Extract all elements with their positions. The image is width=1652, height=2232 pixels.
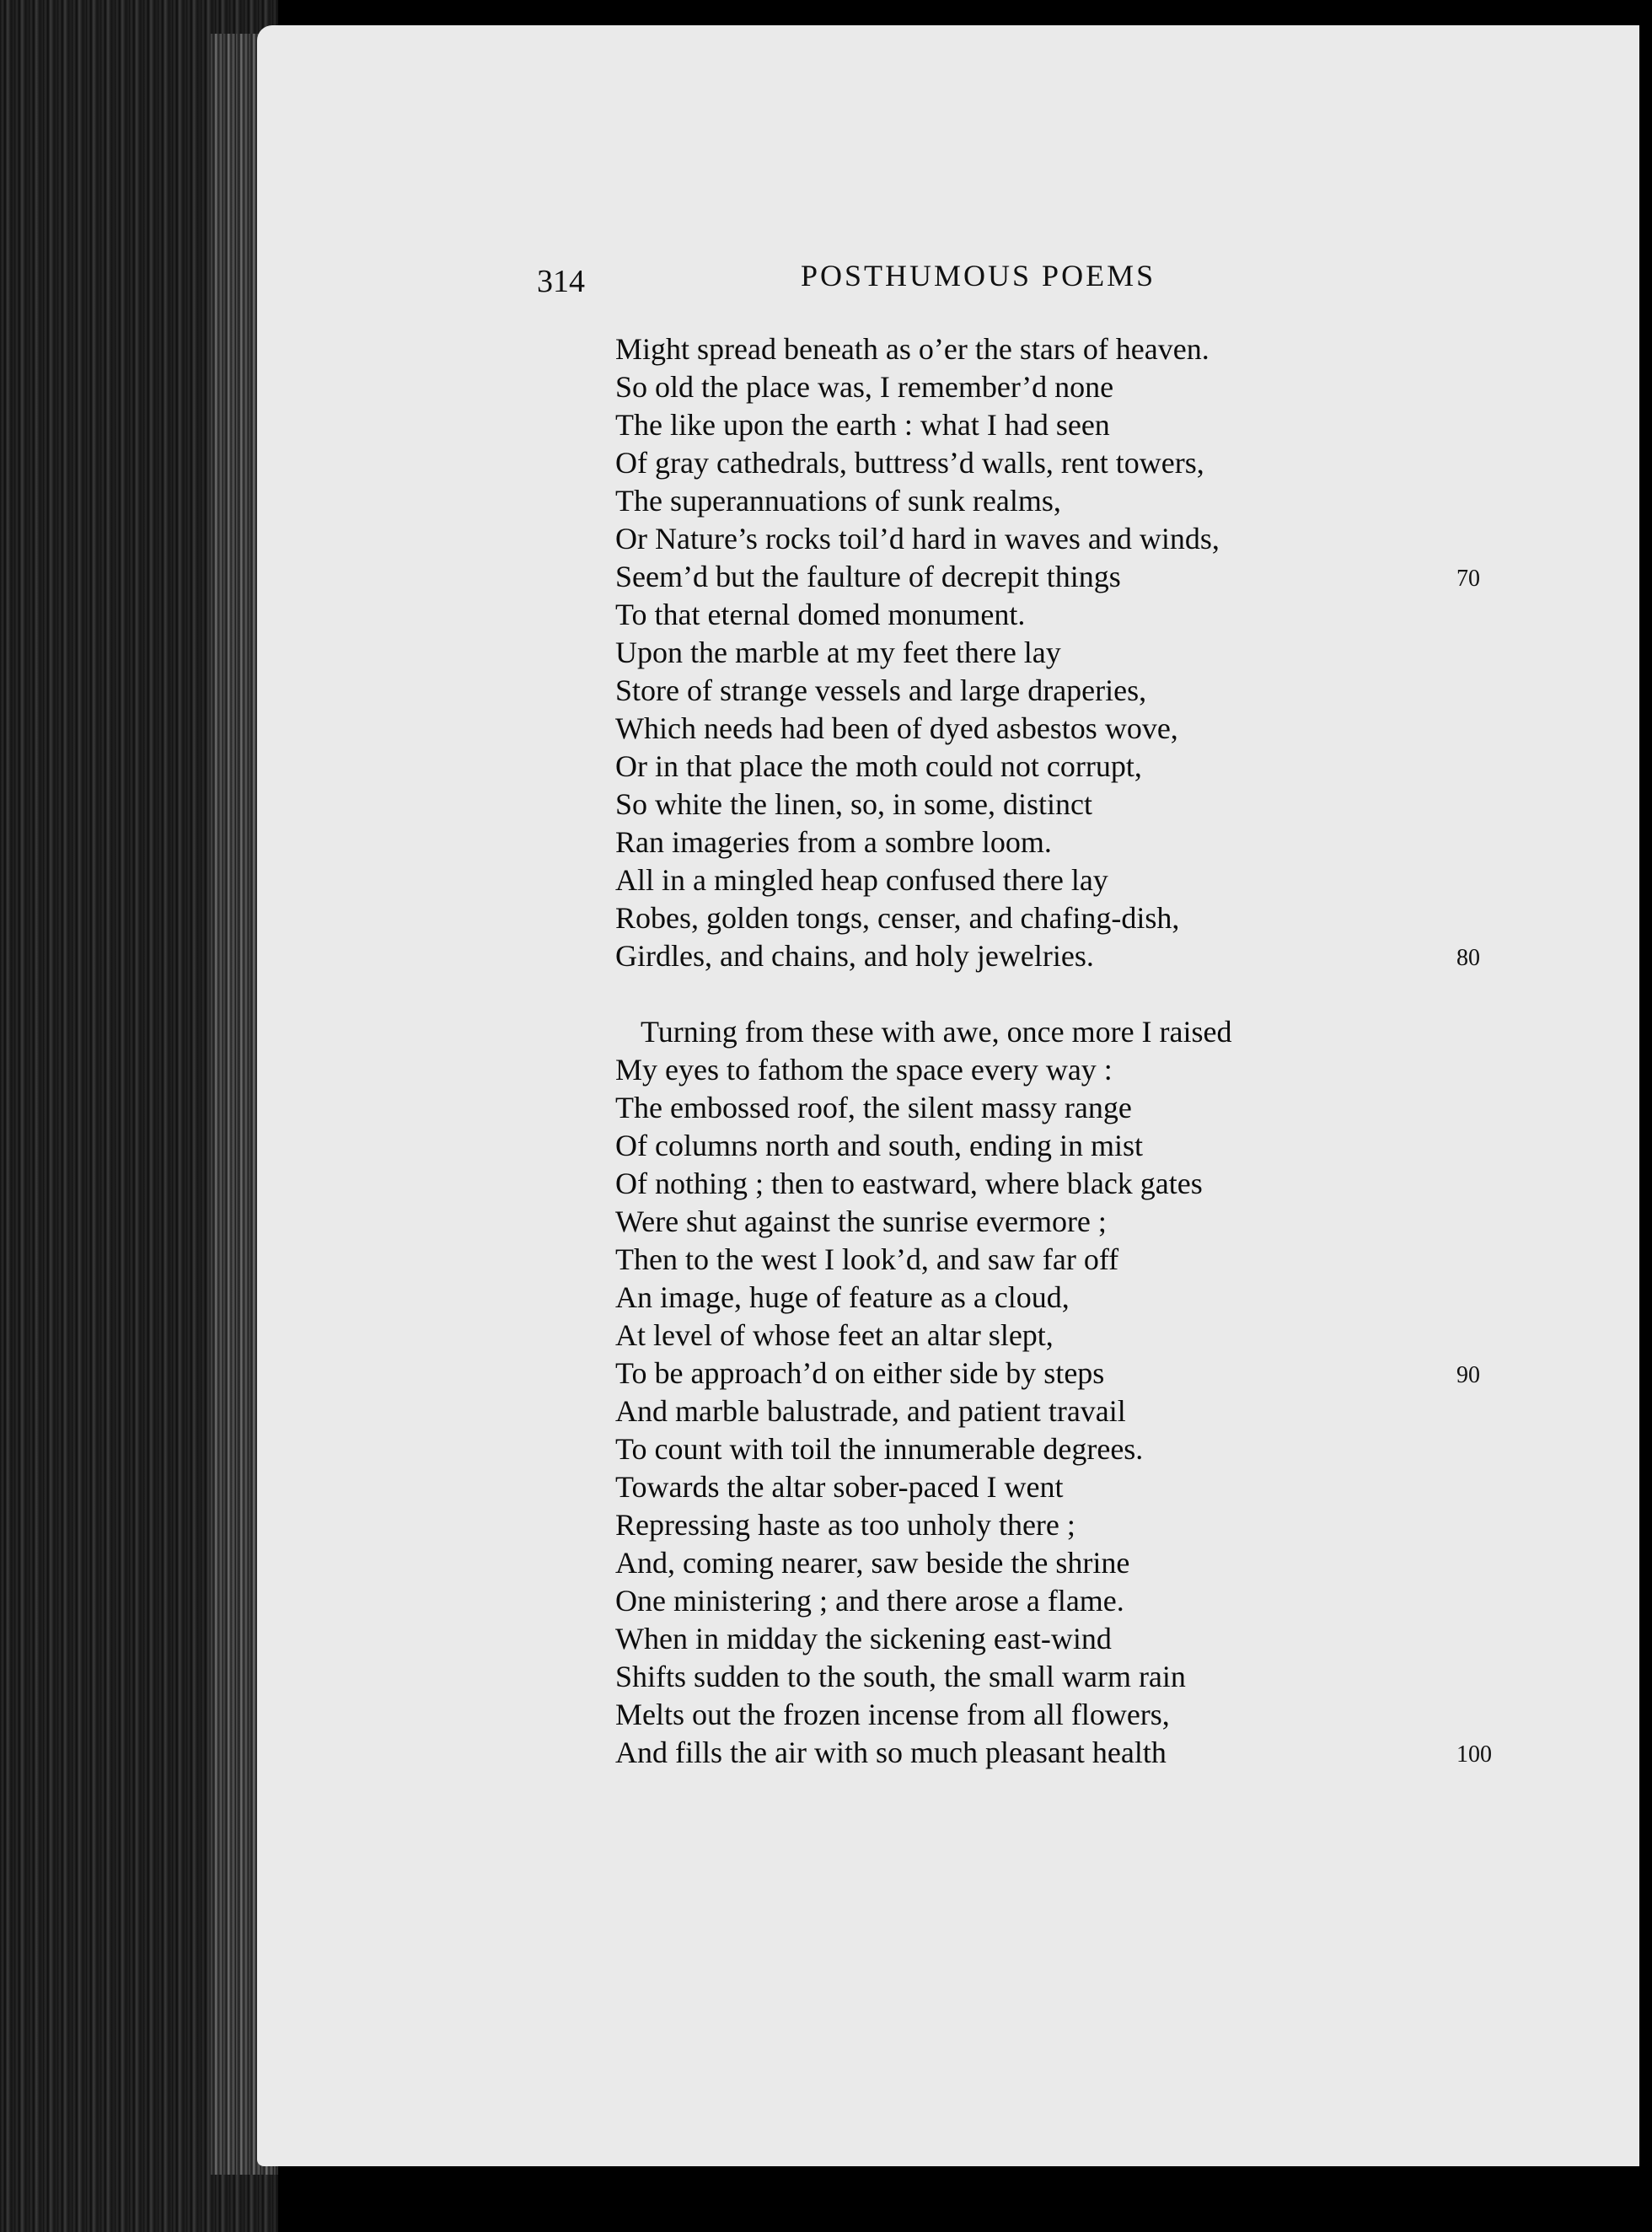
poem-line	[615, 1203, 1475, 1241]
poem-line-text: Seem’d but the faulture of decrepit things	[615, 560, 1121, 593]
poem-line-text: Girdles, and chains, and holy jewelries.	[615, 939, 1094, 973]
poem-line	[615, 406, 1475, 444]
poem-line-text: Might spread beneath as o’er the stars of heaven.	[615, 332, 1210, 366]
poem-line-text: And marble balustrade, and patient travail	[615, 1394, 1126, 1428]
poem-line	[615, 1506, 1475, 1544]
line-number: 70	[1456, 566, 1480, 592]
poem-line	[615, 1013, 1475, 1051]
line-number: 100	[1456, 1741, 1492, 1768]
poem-line-text: To that eternal domed monument.	[615, 598, 1026, 631]
poem-line	[615, 1089, 1475, 1127]
page-number: 314	[537, 264, 585, 299]
poem-text	[615, 330, 1492, 1772]
poem-line-text: To count with toil the innumerable degrees.	[615, 1432, 1144, 1466]
poem-line-text: And fills the air with so much pleasant health	[615, 1736, 1167, 1769]
poem-line	[615, 1241, 1475, 1279]
poem-line-text: So old the place was, I remember’d none	[615, 370, 1114, 404]
line-number: 80	[1456, 945, 1480, 971]
poem-line-text: The embossed roof, the silent massy range	[615, 1091, 1132, 1124]
poem-line	[615, 1317, 1475, 1355]
poem-line-text: Then to the west I look’d, and saw far off	[615, 1242, 1119, 1276]
poem-line-text: Of columns north and south, ending in mist	[615, 1129, 1143, 1162]
poem-line-text: Store of strange vessels and large draperies,	[615, 673, 1147, 707]
poem-line-text: Upon the marble at my feet there lay	[615, 636, 1061, 669]
poem-line-text: My eyes to fathom the space every way :	[615, 1053, 1113, 1086]
poem-line-text: All in a mingled heap confused there lay	[615, 863, 1108, 897]
poem-line-text: When in midday the sickening east-wind	[615, 1622, 1112, 1655]
poem-line	[615, 1468, 1475, 1506]
poem-line	[615, 1051, 1475, 1089]
poem-line	[615, 1544, 1475, 1582]
poem-line	[615, 748, 1475, 786]
poem-line	[615, 710, 1475, 748]
poem-line	[615, 444, 1475, 482]
poem-line-text: To be approach’d on either side by steps	[615, 1356, 1105, 1390]
poem-line-text: An image, huge of feature as a cloud,	[615, 1280, 1070, 1314]
poem-line-text: And, coming nearer, saw beside the shrine	[615, 1546, 1130, 1580]
poem-line	[615, 368, 1475, 406]
poem-line	[615, 1165, 1475, 1203]
poem-line-text: Of gray cathedrals, buttress’d walls, rent towers,	[615, 446, 1204, 480]
poem-line-text: Turning from these with awe, once more I raised	[641, 1015, 1232, 1049]
poem-line	[615, 1582, 1475, 1620]
poem-line	[615, 596, 1475, 634]
poem-line	[615, 861, 1475, 899]
poem-line	[615, 824, 1475, 861]
poem-line	[615, 937, 1480, 975]
poem-line	[615, 1127, 1475, 1165]
poem-line-text: Robes, golden tongs, censer, and chafing-dish,	[615, 901, 1180, 935]
poem-line-text: Or in that place the moth could not corrupt,	[615, 749, 1142, 783]
poem-line	[615, 672, 1475, 710]
poem-line-text: So white the linen, so, in some, distinct	[615, 787, 1092, 821]
poem-line-text: Of nothing ; then to eastward, where black gates	[615, 1167, 1203, 1200]
poem-line-text: Repressing haste as too unholy there ;	[615, 1508, 1075, 1542]
poem-line	[615, 1658, 1475, 1696]
poem-line-text: The like upon the earth : what I had seen	[615, 408, 1110, 442]
poem-line	[615, 1355, 1480, 1392]
line-number: 90	[1456, 1362, 1480, 1388]
poem-line	[615, 1734, 1492, 1772]
poem-line	[615, 330, 1475, 368]
poem-line	[615, 786, 1475, 824]
poem-line	[615, 558, 1480, 596]
poem-line	[615, 482, 1475, 520]
poem-line	[615, 1696, 1475, 1734]
stanza-break	[615, 975, 1475, 1013]
poem-line	[615, 899, 1475, 937]
poem-line	[615, 634, 1475, 672]
poem-line	[615, 1392, 1475, 1430]
poem-line-text: The superannuations of sunk realms,	[615, 484, 1061, 518]
poem-line	[615, 1430, 1475, 1468]
poem-line-text: Melts out the frozen incense from all flowers,	[615, 1698, 1170, 1731]
poem-line-text: Shifts sudden to the south, the small warm rain	[615, 1660, 1186, 1693]
poem-line	[615, 1279, 1475, 1317]
poem-line-text: Ran imageries from a sombre loom.	[615, 825, 1052, 859]
poem-line	[615, 1620, 1475, 1658]
running-head: POSTHUMOUS POEMS	[801, 259, 1156, 292]
poem-line-text: At level of whose feet an altar slept,	[615, 1318, 1054, 1352]
poem-line-text: Towards the altar sober-paced I went	[615, 1470, 1064, 1504]
poem-line-text: Or Nature’s rocks toil’d hard in waves and winds,	[615, 522, 1220, 555]
poem-line-text: Which needs had been of dyed asbestos wove,	[615, 711, 1178, 745]
poem-line-text: One ministering ; and there arose a flame.	[615, 1584, 1124, 1618]
poem-line	[615, 520, 1475, 558]
poem-line-text: Were shut against the sunrise evermore ;	[615, 1205, 1107, 1238]
